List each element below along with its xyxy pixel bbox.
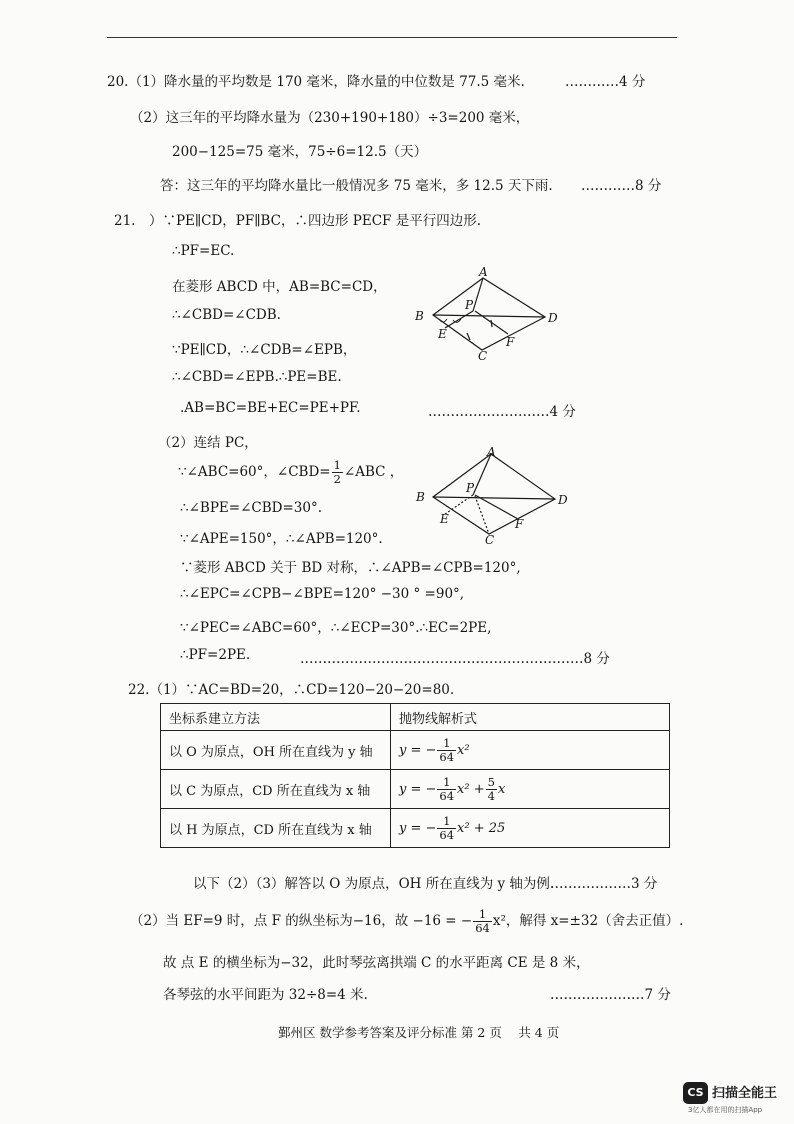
q21-line-5: ∵PE∥CD，∴∠CDB=∠EPB，: [172, 342, 357, 358]
table-row: [161, 770, 670, 809]
q20-line-2: （2）这三年的平均降水量为（230+190+180）÷3=200 毫米，: [130, 110, 530, 126]
label-p: P: [466, 481, 475, 495]
eq-pre: y = −: [399, 820, 437, 836]
eq-post: x: [497, 781, 506, 797]
q21-line-4: ∴∠CBD=∠CDB.: [172, 307, 281, 323]
q22-score-3: ………………3 分: [550, 876, 658, 892]
label-d: D: [548, 311, 558, 325]
fraction-num: 1: [473, 908, 492, 922]
label-b: B: [416, 490, 425, 504]
q20-score-4: …………4 分: [565, 74, 646, 90]
fraction-den: 64: [475, 921, 490, 935]
fraction-num: 5: [487, 774, 495, 789]
q22-p2-line-1: [130, 908, 683, 935]
eq-fraction: [437, 776, 456, 803]
q20-line-3: 200−125=75 毫米，75÷6=12.5（天）: [172, 144, 428, 160]
diagonal-bd: [433, 315, 545, 317]
eq-pre: y = −: [399, 781, 437, 797]
label-e: E: [438, 327, 447, 341]
q22-p2-line-3: 各琴弦的水平间距为 32÷8=4 米.: [163, 987, 368, 1003]
table-row: [161, 731, 670, 770]
q22-score-7: …………………7 分: [550, 987, 671, 1003]
q21-line-7: .AB=BC=BE+EC=PE+PF.: [180, 400, 361, 416]
q22-p2-line-1b: x²，解得 x=±32（舍去正值）.: [492, 913, 684, 929]
label-e: E: [440, 512, 449, 526]
label-f: F: [506, 335, 515, 349]
q21-p2-line-2b: ∠ABC ，: [343, 464, 404, 480]
rhombus-outline: [433, 278, 545, 350]
q22-line-1: 22.（1）∵AC=BD=20，∴CD=120−20−20=80.: [128, 682, 455, 698]
eq-fraction: [437, 815, 456, 842]
page-footer: 鄞州区 数学参考答案及评分标准 第 2 页 共 4 页: [278, 1025, 560, 1040]
q20-answer: 答：这三年的平均降水量比一般情况多 75 毫米，多 12.5 天下雨.: [160, 178, 553, 194]
eq-post: x²: [457, 742, 470, 758]
fraction-den: 4: [487, 788, 495, 803]
q21-score-4: ………………………4 分: [428, 404, 576, 420]
table-cell-method: 以 H 为原点，CD 所在直线为 x 轴: [161, 809, 391, 848]
q22-p2-line-2: 故 点 E 的横坐标为−32，此时琴弦离拱端 C 的水平距离 CE 是 8 米，: [163, 955, 590, 971]
table-header-method: 坐标系建立方法: [161, 704, 391, 731]
fraction-num: 1: [437, 815, 456, 829]
label-p: P: [465, 298, 474, 312]
q21-p2-line-3: ∴∠BPE=∠CBD=30°.: [180, 500, 322, 516]
fraction-num: 1: [437, 737, 456, 751]
q21-line-1: 21. ）∵PE∥CD，PF∥BC，∴四边形 PECF 是平行四边形.: [114, 213, 481, 229]
eq-mid: x² +: [457, 781, 485, 797]
eq-fraction: [437, 737, 456, 764]
label-c: C: [485, 533, 495, 547]
q20-score-8: …………8 分: [581, 178, 662, 194]
eq-post: x² + 25: [457, 820, 506, 836]
camscanner-logo: CS: [683, 1082, 708, 1104]
table-cell-equation: [391, 809, 670, 848]
label-a: A: [479, 265, 488, 279]
label-a: A: [487, 445, 496, 459]
label-f: F: [515, 517, 524, 531]
q20-line-1: 20.（1）降水量的平均数是 170 毫米，降水量的中位数是 77.5 毫米.: [107, 74, 525, 90]
top-rule: [107, 37, 677, 38]
table-row: [161, 809, 670, 848]
fraction-den: 2: [333, 472, 341, 486]
eq-pre: y = −: [399, 742, 437, 758]
segment-ap: [473, 278, 483, 311]
q21-score-8: ………………………………………………………8 分: [300, 651, 610, 667]
fraction-num: 1: [437, 776, 456, 790]
q21-p2-line-4: ∵∠APE=150°，∴∠APB=120°.: [180, 531, 383, 547]
q21-p2-line-8: ∴PF=2PE.: [180, 647, 251, 663]
label-b: B: [415, 309, 424, 323]
q22-note: 以下（2）（3）解答以 O 为原点，OH 所在直线为 y 轴为例.: [193, 876, 555, 892]
q22-p2-line-1a: （2）当 EF=9 时，点 F 的纵坐标为−16，故 −16 = −: [130, 913, 473, 929]
q21-line-2: ∴PF=EC.: [172, 243, 235, 259]
label-d: D: [558, 493, 568, 507]
fraction-den: 64: [439, 788, 455, 803]
q21-line-6: ∴∠CBD=∠EPB.∴PE=BE.: [172, 369, 342, 385]
q21-p2-line-6: ∴∠EPC=∠CPB−∠BPE=120° −30 ° =90°,: [180, 586, 465, 602]
segment-pe: [445, 311, 473, 328]
q21-p2-line-7: ∵∠PEC=∠ABC=60°，∴∠ECP=30°.∴EC=2PE,: [180, 620, 492, 636]
table-cell-equation: [391, 731, 670, 770]
label-c: C: [478, 349, 488, 362]
fraction-den: 64: [439, 827, 455, 842]
q21-line-3: 在菱形 ABCD 中，AB=BC=CD，: [172, 279, 387, 295]
q21-p2-line-1: （2）连结 PC，: [158, 435, 258, 451]
table-cell-equation: [391, 770, 670, 809]
parabola-table: [160, 703, 670, 848]
rhombus-figure-2: [405, 442, 575, 548]
fraction-den: 64: [439, 749, 455, 764]
q21-p2-line-2a: ∵∠ABC=60°，∠CBD=: [178, 464, 331, 480]
watermark-title: 扫描全能王: [712, 1086, 778, 1101]
q21-p2-line-5: ∵菱形 ABCD 关于 BD 对称，∴∠APB=∠CPB=120°,: [180, 560, 521, 576]
fraction-one-half: [332, 459, 343, 486]
table-header-row: [161, 704, 670, 731]
table-cell-method: 以 C 为原点，CD 所在直线为 x 轴: [161, 770, 391, 809]
fraction-num: 1: [333, 458, 341, 472]
q21-p2-line-2: [178, 459, 403, 486]
fraction-1-64: [473, 908, 492, 935]
eq-fraction-2: [486, 776, 497, 803]
table-cell-method: 以 O 为原点，OH 所在直线为 y 轴: [161, 731, 391, 770]
table-header-equation: 抛物线解析式: [391, 704, 670, 731]
rhombus-figure-1: [405, 262, 575, 362]
watermark-subtitle: 3亿人都在用的扫描App: [688, 1106, 763, 1114]
